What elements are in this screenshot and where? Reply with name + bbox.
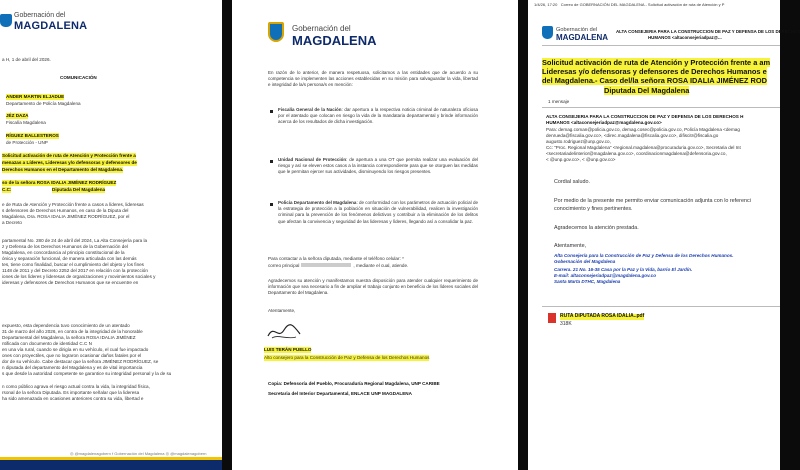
body3-line: ones con proyectiles, que no lograron ocasionar daños fatales por el	[2, 353, 142, 358]
contact-line-1: Para contactar a la señora diputada, mediante el teléfono celular: *	[268, 256, 404, 261]
recipient-1-role: Departamento de Policía Magdalena	[6, 101, 81, 106]
gob-small-label: Gobernación del	[556, 27, 598, 33]
body3-line: ntificada con documento de identidad C.C N	[2, 341, 92, 346]
mail-header-bar	[528, 0, 780, 8]
body1-line: a Decreto	[2, 220, 22, 225]
body1-line: Magdalena, Dra. ROSA IDALIA JIMÉNEZ RODRÍGUEZ, por el	[2, 214, 130, 219]
body2-line: 1148 de 2011 y del Decreto 2252 del 2017 en relación con la protección	[2, 268, 148, 273]
gob-small-label: Gobernación del	[14, 12, 66, 19]
sig-line-3: Carrera. 21 No. 16-35 Casa por la Paz y la Vida, barrio El Jardín.	[554, 267, 693, 272]
body2-line: iones de los líderes y lideresas de organizaciones y movimientos sociales y	[2, 274, 156, 279]
bullet-icon	[270, 203, 273, 206]
case-line-1: so de la señora ROSA IDALIA JIMÉNEZ RODRÍGUEZ	[2, 180, 117, 185]
attachment-name[interactable]: RUTA DIPUTADA ROSA IDALIA..pdf	[560, 313, 645, 319]
magdalena-logo-icon	[542, 26, 553, 39]
footer-blue-band	[0, 460, 222, 470]
contact-line-3: , mediante el cual, atiende.	[353, 263, 409, 268]
sig-line-5: Santa Marta DTHC, Magdalena	[554, 279, 621, 284]
item-3-lead: Policía Departamento del Magdalena	[278, 200, 357, 205]
intro-paragraph: En razón de lo anterior, de manera respetuosa, solicitamos a las entidades que de acuerdo a su competencia se implementen las acciones establecidas en su misión para salvaguardar la vida, libertad e integridad de la/s persona/s en mención:	[268, 70, 478, 88]
divider	[542, 45, 780, 46]
cc-line-1: Cc: "Proc. Regional Magdalena" <regional.magdalena@procuraduria.gov.co>, Secretaria del Int	[546, 145, 741, 150]
thanks-paragraph: Agradecemos su atención y manifestamos nuestra disposición para atender cualquier requerimiento de información que sea necesario a fin de ampliar el trabajo conjunto en beneficio de los líderes sociales del Departamento del Magdalena.	[268, 278, 478, 296]
org-line-1: ALTA CONSEJERIA PARA LA CONSTRUCCION DE PAZ Y DEFENSA DE LOS DERECHOS	[616, 29, 800, 34]
copy-line-1: Copia: Defensoría del Pueblo, Procuraduría Regional Magdalena, UNP CARIBE	[268, 381, 440, 386]
bullet-icon	[270, 110, 273, 113]
magdalena-logo-icon	[0, 14, 12, 27]
social-footer: ◎ @magdalenagobern f Gobernación del Magdalena ◎ @magdalenagobern	[70, 451, 207, 456]
signer-name: LUIS TERÁN PUELLO	[264, 347, 312, 352]
item-1-text: : dar apertura a la respectiva noticia criminal de naturaleza oficiosa por el atentado que colocan en riesgo la vida de la mandataria departamental y brinde información acerca de los resultados de dicha investigación.	[278, 107, 479, 125]
body2-line: Magdalena, en concordancia al principio constitucional de la	[2, 250, 125, 255]
message-count: 1 mensaje	[548, 99, 570, 104]
subject-line-2: Lideresas y/o defensoras y defensores de Derechos Humanos e	[542, 67, 767, 76]
section-title: COMUNICACIÓN	[60, 75, 97, 80]
subject-line-3: Derechos Humanos en el Departamento del Magdalena.	[2, 167, 124, 172]
letter-page-2	[232, 0, 518, 470]
case-line-2: C.C:	[2, 187, 12, 192]
greeting: Cordial saludo.	[554, 179, 590, 185]
recipient-2-role: Fiscalía Magdalena	[6, 120, 46, 125]
sig-line-1: Alta Consejería para la Construcción de Paz y Defensa de los Derechos Humanos.	[554, 253, 734, 258]
item-2-lead: Unidad Nacional de Protección	[278, 157, 347, 162]
gob-big-label: MAGDALENA	[292, 33, 377, 48]
contact-email-label: correo principal	[268, 263, 300, 268]
item-3-text: : de conformidad con los parámetros de actuación policial de la estrategia de protección a la población en situación de vulnerabilidad, realicen la investigación criminal para la prevención de los fenómenos delictivos y contribuir a la eliminación de los delitos que afectan la convivencia y seguridad de las lideresas y líderes, llegando así a consolidar la paz.	[278, 200, 478, 224]
to-line-3: augusto.rodriguez@unp.gov.co,	[546, 139, 611, 144]
from-line-1[interactable]: ALTA CONSEJERIA PARA LA CONSTRUCCION DE PAZ Y DEFENSA DE LOS DERECHOS H	[546, 114, 744, 119]
to-line-2: denrueda@fiscalia.gov.co>, <direc.magdalena@fiscalia.gov.co>, difiscitr@fiscalia.go	[546, 133, 719, 138]
contact-line-2	[268, 263, 408, 269]
date-line: a H, 1 de abril del 2026.	[2, 57, 51, 62]
gob-small-label: Gobernación del	[292, 24, 351, 33]
to-line-1: Para: demag.coman@policia.gov.co, demag.cosec@policia.gov.co, Policía Magdalena <demag	[546, 127, 740, 132]
request-item-2	[278, 157, 478, 176]
pdf-icon[interactable]	[548, 313, 556, 323]
body3-line: n diputada del departamento del Magdalena y es de vital importancia	[2, 365, 143, 370]
item-1-lead: Fiscalía General de la Nación	[278, 107, 342, 112]
gob-big-label: MAGDALENA	[556, 33, 608, 42]
copy-line-2: Secretaria del Interior Departamental, ENLACE UNP MAGDALENA	[268, 391, 412, 396]
body4-line: ha sido amenazada en ocasiones anteriores contra su vida, libertad e	[2, 396, 144, 401]
subject-line-1: Solicitud activación de ruta de Atención y Protección frente a am	[542, 58, 771, 67]
sig-line-4: E-mail: altaconsejeriadpaz@magdalena.gov.co	[554, 273, 657, 278]
recipient-3-role: de Protección - UNP	[6, 140, 48, 145]
body1-line: e de Ruta de Atención y Protección frente a casos a líderes, lideresas	[2, 202, 144, 207]
body1-line: s defensores de Derechos Humanos, en caso de la Diputa del	[2, 208, 129, 213]
closing-line: Atentamente,	[554, 243, 587, 249]
thanks-line: Agradecemos la atención prestada.	[554, 225, 639, 231]
bullet-icon	[270, 160, 273, 163]
body2-line: tes, tiene como finalidad, buscar el cumplimiento del objeto y los fines	[2, 262, 144, 267]
recipient-2-name: JÉZ DAZA	[6, 113, 29, 118]
recipient-3-name: RÍGUEZ BALLESTEROS	[6, 133, 59, 138]
mail-date: 1/4/26, 17:20	[534, 2, 558, 7]
subject-line-3: del Magdalena.- Caso del/la señora ROSA IDALIA JIMÉNEZ ROD	[542, 76, 767, 85]
body-line-2: conocimiento y fines pertinentes.	[554, 206, 633, 212]
letter-page-1	[0, 0, 222, 470]
body4-line: rsonal de la señora Diputada. Es importante señalar que la lideresa	[2, 390, 140, 395]
signer-role: Alto consejero para la Construcción de Paz y Defensa de los Derechos Humanos	[264, 355, 430, 360]
from-line-2[interactable]: HUMANOS <altaconsejeriadpaz@magdalena.gov.co>	[546, 120, 662, 125]
body2-line: partamental No. 280 de 24 de abril del 2024, La Alta Consejería para la	[2, 238, 148, 243]
body3-line: en una vía rural, cuando se dirigía en su vehículo, el cual fue impactado	[2, 347, 149, 352]
gob-big-label: MAGDALENA	[14, 20, 88, 32]
body3-line: Departamental del Magdalena, la señora ROSA IDALIA JIMÉNEZ	[2, 335, 136, 340]
request-item-1	[278, 107, 478, 126]
email-screenshot	[528, 0, 800, 470]
body3-line: expuesto, esta dependencia tuvo conocimiento de un atentado	[2, 323, 130, 328]
subject-line-4: Diputada Del Magdalena	[604, 86, 690, 95]
subject-line-1: Solicitud activación de ruta de Atención y Protección frente a	[2, 153, 136, 158]
body-line-1: Por medio de la presente me permito enviar comunicación adjunta con lo referenci	[554, 198, 751, 204]
cc-line-3: < @unp.gov.co>, < @unp.gov.co>	[546, 157, 616, 162]
signature-icon	[266, 322, 304, 342]
item-2-text: : de apertura a una OT que permita realizar una evaluación del riesgo y así se eleven estos casos a la instancia correspondiente para que se otorguen las medidas que le permitan ejercer sus actividades, disminuyendo los riesgos presentes.	[278, 157, 479, 175]
sig-line-2: Gobernación del Magdalena	[554, 259, 616, 264]
mail-title: Correo de GOBERNACIÓN DEL MAGDALENA - Solicitud activación de ruta de Atención y P	[560, 2, 725, 7]
attachment-size: 318K	[560, 321, 572, 327]
body4-line: n como público agrava el riesgo actual contra la vida, la integridad física,	[2, 384, 150, 389]
org-line-2: HUMANOS <altaconsejeriadpaz@...	[648, 35, 722, 40]
body3-line: 31 de marzo del año 2026, en contra de la integridad de la honorable	[2, 329, 143, 334]
subject-line-2: menazas a Líderes, Lideresas y/o defensoras y defensores de	[2, 160, 137, 165]
recipient-1-name: ANDER MARTIN ELJADUE	[6, 94, 65, 99]
body2-line: ónica y separación funcional, de manera articulada con las demás	[2, 256, 137, 261]
divider	[542, 107, 780, 108]
divider	[542, 306, 780, 307]
case-line-3: Diputada Del Magdalena	[52, 187, 106, 192]
body2-line: ideresas y defensores de Derechos Humanos que se encuentre en	[2, 280, 139, 285]
body2-line: z y Defensa de los Derechos Humanos de la Gobernación del	[2, 244, 128, 249]
magdalena-shield-icon	[268, 22, 284, 42]
cc-line-2: <secretariadelinterior@magdalena.gov.co>, coordinacionmagdalena@defensoria.gov.co,	[546, 151, 727, 156]
body3-line: s que desde la autoridad competente se garantice su integridad personal y la de su	[2, 371, 172, 376]
closing-label: Atentamente,	[268, 308, 296, 313]
body3-line: dor de su vehículo. Cabe destacar que la señora JIMÉNEZ RODRÍGUEZ, se	[2, 359, 159, 364]
redacted-block	[301, 263, 351, 267]
request-item-3	[278, 200, 478, 225]
